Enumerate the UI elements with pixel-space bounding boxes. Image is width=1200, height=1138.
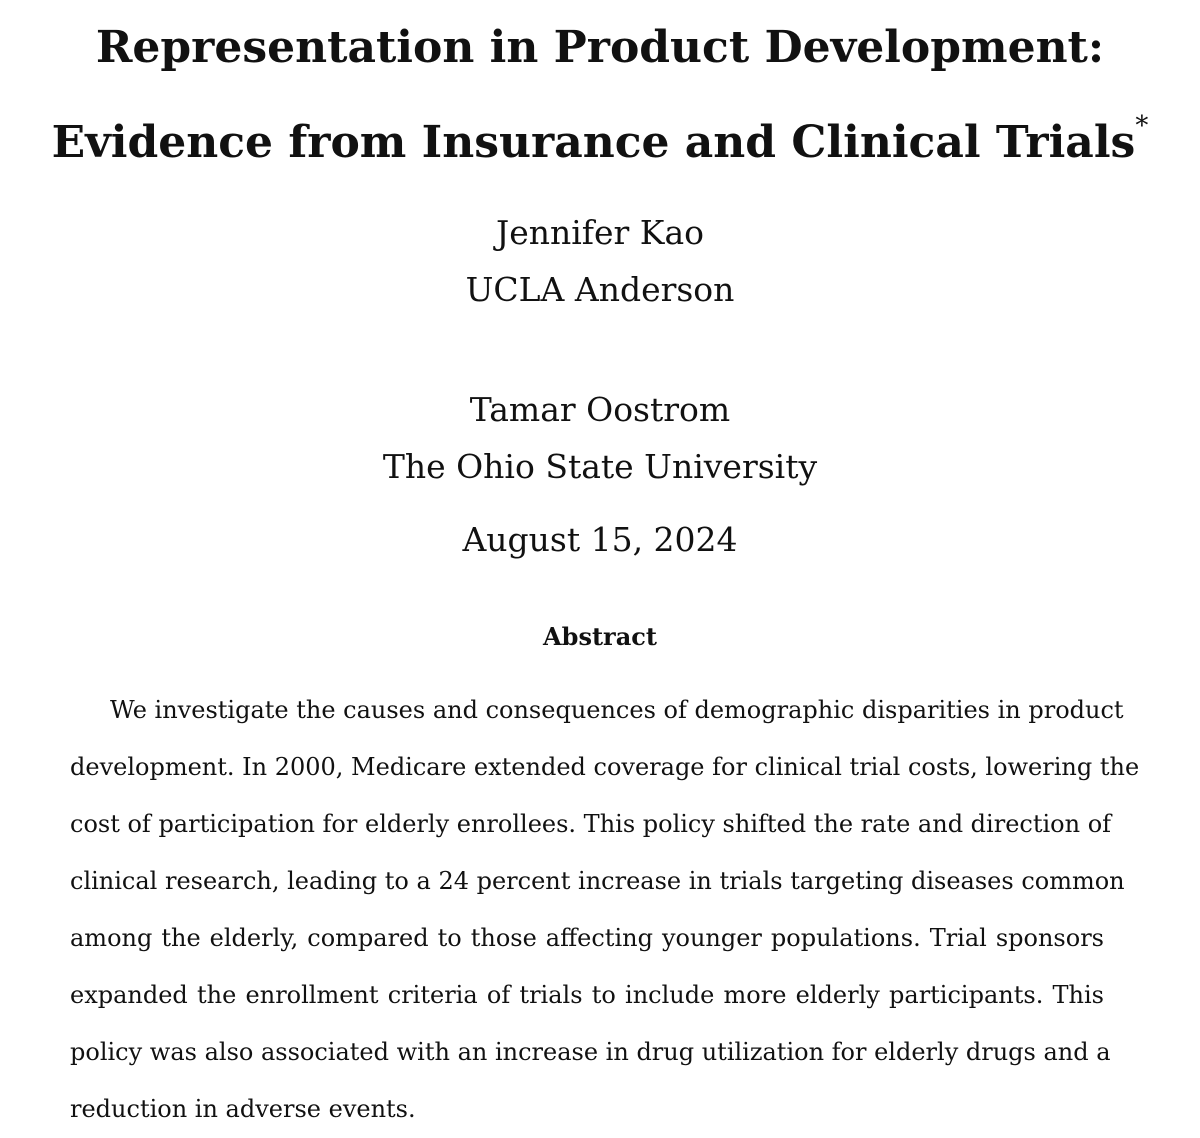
author-1-name: Jennifer Kao	[495, 213, 705, 252]
abstract-line: development. In 2000, Medicare extended coverage for clinical trial costs, lowering the	[70, 753, 1140, 781]
author-2-affiliation: The Ohio State University	[382, 447, 818, 486]
abstract-line: expanded the enrollment criteria of trials to include more elderly participants. This	[70, 981, 1104, 1009]
author-2-name: Tamar Oostrom	[469, 390, 731, 429]
title-line-1: Representation in Product Development:	[95, 22, 1105, 73]
abstract-line: among the elderly, compared to those affecting younger populations. Trial sponsors	[70, 924, 1104, 952]
author-1-affiliation: UCLA Anderson	[465, 270, 735, 309]
abstract-line: clinical research, leading to a 24 percent increase in trials targeting diseases common	[70, 867, 1125, 895]
abstract-line: We investigate the causes and consequences of demographic disparities in product	[110, 696, 1124, 724]
abstract-heading: Abstract	[543, 622, 657, 651]
title-footnote-mark[interactable]: *	[1135, 111, 1149, 141]
title-line-2	[0, 95, 1200, 190]
abstract-line: reduction in adverse events.	[70, 1095, 416, 1123]
paper-date: August 15, 2024	[462, 520, 738, 559]
abstract-body	[70, 682, 1140, 1138]
abstract-line: cost of participation for elderly enrollees. This policy shifted the rate and direction of	[70, 810, 1112, 838]
title-line-2-text: Evidence from Insurance and Clinical Trials	[51, 117, 1136, 168]
paper-title	[0, 0, 1200, 190]
abstract-line: policy was also associated with an increase in drug utilization for elderly drugs and a	[70, 1038, 1111, 1066]
